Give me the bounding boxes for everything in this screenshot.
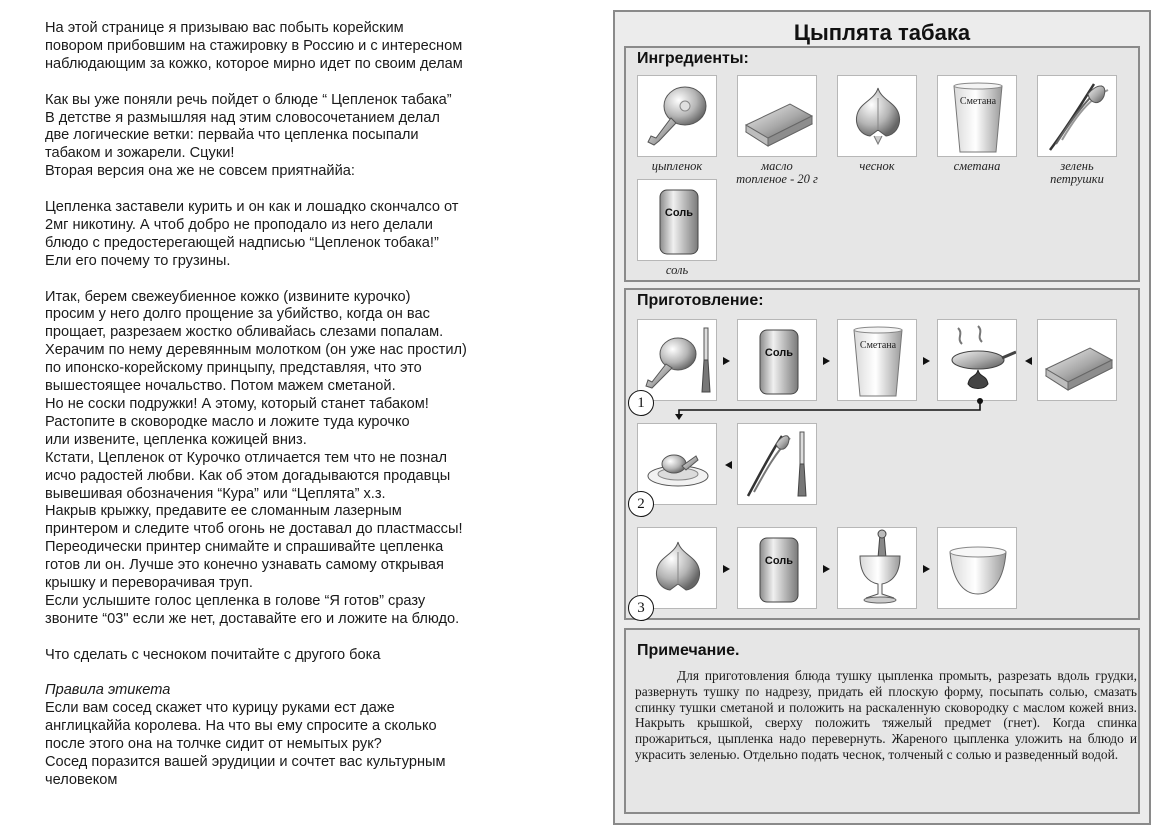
sour-cream-icon [938, 76, 1017, 157]
note-panel [624, 628, 1140, 814]
prep-row3-salt [737, 527, 817, 609]
ingredients-heading: Ингредиенты: [637, 50, 749, 67]
ingredient-caption-salt: соль [665, 263, 689, 277]
parsley-knife-icon [738, 424, 817, 505]
salt-icon [738, 320, 817, 401]
ingredient-garlic [837, 75, 917, 157]
essay-paragraph-2: Как вы уже поняли речь пойдет о блюде “ Цепленок табака” В детстве я размышляя над этим словосочетанием делал две логические ветки: первайа что цепленка посыпали табаком и зожарели. Сцуки! Вторая версия она же не совсем приятнаййа: [45, 91, 452, 180]
sour-cream-label: Сметана [859, 340, 897, 351]
preparation-heading: Приготовление: [637, 292, 764, 309]
note-heading: Примечание. [637, 642, 740, 659]
ingredient-caption-butter: масло топленое - 20 г [736, 159, 818, 186]
mortar-pestle-icon [838, 528, 917, 609]
frying-pan-icon [938, 320, 1017, 401]
garlic-icon [638, 528, 717, 609]
ingredient-caption-parsley: зелень петрушки [1050, 159, 1104, 186]
step-number-2: 2 [628, 491, 654, 517]
etiquette-heading: Правила этикета [45, 682, 171, 699]
note-text: Для приготовления блюда тушку цыпленка промыть, разрезать вдоль грудки, развернуть тушку по надрезу, придать ей плоскую форму, посыпать солью, смазать спинку тушки сметаной и положить на раскаленную сковородку с маслом кожей вниз. Накрыть крышкой, сверху положить тяжелый предмет (гнет). Когда спинка прожариться, цыпленка надо перевернуть. Жареного цыпленка уложить на блюдо и украсить зеленью. Отдельно подать чеснок, толченый с солью и разведенный водой. [635, 668, 1137, 762]
arrow-right-icon [723, 565, 730, 573]
salt-label: Соль [764, 347, 794, 359]
ingredient-salt [637, 179, 717, 261]
step-number-3: 3 [628, 595, 654, 621]
arrow-right-icon [923, 357, 930, 365]
step-number-1: 1 [628, 390, 654, 416]
dish-icon [638, 424, 717, 505]
prep-row3-cup [937, 527, 1017, 609]
sour-cream-label: Сметана [959, 96, 997, 107]
ingredient-caption-chicken: цыпленок [651, 159, 703, 173]
ingredient-caption-garlic: чеснок [859, 159, 895, 173]
recipe-card [613, 10, 1151, 825]
etiquette-paragraph: Если вам сосед скажет что курицу руками ест даже англицкаййа королева. На что вы ему спросите а сколько после этого она на толчке сидит от немытых рук? Сосед поразится вашей эрудиции и сочтет вас культурным человеком [45, 700, 446, 788]
salt-icon [738, 528, 817, 609]
salt-label: Соль [664, 207, 694, 219]
ingredients-panel [624, 46, 1140, 282]
essay-column [45, 20, 595, 790]
essay-paragraph-4: Итак, берем свежеубиенное кожко (извините курочко) просим у него долго прощение за убийство, когда он вас прощает, разрезаем жостко обливайась слезами попалам. Херачим по нему деревянным молотком (он уже нас простил) по ипонско-корейскому принцыпу, представляя, что это вышестоящее ночальство. Потом мажем сметаной. Но не соски подружки! А этому, который станет табаком! Растопите в сковородке масло и ложите туда курочко или извените, цепленка кожицей вниз. Кстати, Цепленок от Курочко отличается тем что не познал исчо радостей любви. Как об этом догадываются продавцы вывешивая обозначения “Кура” или “Цеплята” х.з. Накрыв крыжку, предавите ее сломанным лазерным принтером и следите чтоб огонь не доставал до пластмассы! Переодически принтер снимайте и спрашивайте цепленка готов ли он. Лучше это конечно узнавать самому открывая крышку и переворачивая труп. Если услышите голос цепленка в голове “Я готов” сразу звоните “03" если же нет, доставайте его и ложите на блюдо. [45, 288, 467, 627]
prep-row2-parsley-knife [737, 423, 817, 505]
garlic-icon [838, 76, 917, 157]
prep-row1-chicken-knife [637, 319, 717, 401]
ingredient-parsley [1037, 75, 1117, 157]
ingredient-caption-sour-cream: сметана [953, 159, 1001, 173]
arrow-right-icon [923, 565, 930, 573]
ingredient-sour-cream [937, 75, 1017, 157]
arrow-right-icon [723, 357, 730, 365]
ingredient-chicken [637, 75, 717, 157]
arrow-right-icon [823, 565, 830, 573]
essay-paragraph-3: Цепленка заставели курить и он как и лошадко скончалсо от 2мг никотину. А чтоб добро не проподало из него делали блюдо с предостерегающей надписью “Цепленок тобака!” Ели его почему то грузины. [45, 199, 459, 269]
butter-icon [738, 76, 817, 157]
chicken-knife-icon [638, 320, 717, 401]
salt-icon [638, 180, 717, 261]
step-connector-line [671, 398, 991, 420]
prep-row2-dish [637, 423, 717, 505]
sour-cream-icon [838, 320, 917, 401]
prep-row1-butter [1037, 319, 1117, 401]
prep-row3-garlic [637, 527, 717, 609]
prep-row3-mortar [837, 527, 917, 609]
ingredient-butter [737, 75, 817, 157]
salt-label: Соль [764, 555, 794, 567]
parsley-icon [1038, 76, 1117, 157]
prep-row1-sour-cream [837, 319, 917, 401]
chicken-leg-icon [638, 76, 717, 157]
essay-paragraph-5: Что сделать с чесноком почитайте с другого бока [45, 646, 381, 663]
preparation-panel [624, 288, 1140, 620]
arrow-right-icon [823, 357, 830, 365]
arrow-left-icon [1025, 357, 1032, 365]
essay-paragraph-1: На этой странице я призываю вас побыть корейским повором прибовшим на стажировку в Россию и с интересном наблюдающим за кожко, которое мирно идет по своим делам [45, 20, 463, 72]
prep-row1-frying-pan [937, 319, 1017, 401]
recipe-title: Цыплята табака [793, 20, 971, 45]
butter-icon [1038, 320, 1117, 401]
cup-icon [938, 528, 1017, 609]
prep-row1-salt [737, 319, 817, 401]
arrow-left-icon [725, 461, 732, 469]
